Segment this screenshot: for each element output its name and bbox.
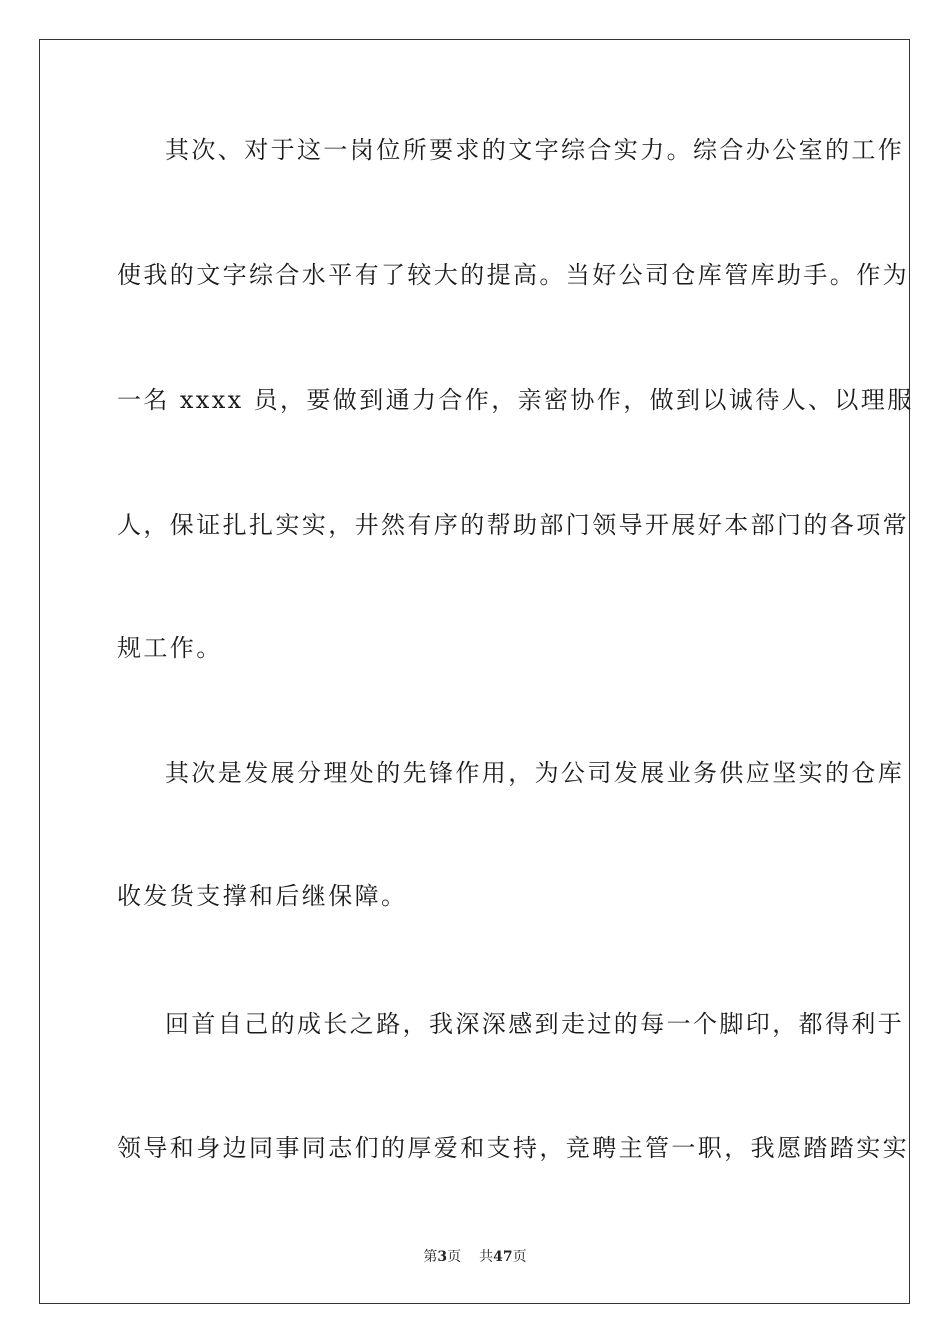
page-footer — [0, 1248, 950, 1266]
paragraph-line: 回首自己的成长之路，我深深感到走过的每一个脚印，都得利于 — [165, 1010, 905, 1038]
page-prefix: 第 — [423, 1249, 438, 1265]
total-prefix: 共 — [479, 1249, 494, 1265]
total-suffix: 页 — [512, 1249, 527, 1265]
paragraph-line: 使我的文字综合水平有了较大的提高。当好公司仓库管库助手。作为 — [117, 261, 909, 289]
paragraph-line: 其次、对于这一岗位所要求的文字综合实力。综合办公室的工作 — [165, 136, 905, 164]
paragraph-line: 领导和身边同事同志们的厚爱和支持，竞聘主管一职，我愿踏踏实实 — [117, 1134, 909, 1162]
total-pages: 47 — [493, 1249, 513, 1265]
page-border — [39, 39, 914, 1304]
page-suffix: 页 — [447, 1249, 462, 1265]
paragraph-line: 其次是发展分理处的先锋作用，为公司发展业务供应坚实的仓库 — [165, 759, 905, 787]
paragraph-line: 收发货支撑和后继保障。 — [117, 882, 408, 910]
paragraph-line: 一名 xxxx 员，要做到通力合作，亲密协作，做到以诚待人、以理服 — [117, 386, 914, 414]
paragraph-line: 人，保证扎扎实实，井然有序的帮助部门领导开展好本部门的各项常 — [117, 511, 909, 539]
page-number: 3 — [437, 1249, 448, 1265]
paragraph-line: 规工作。 — [117, 634, 223, 662]
